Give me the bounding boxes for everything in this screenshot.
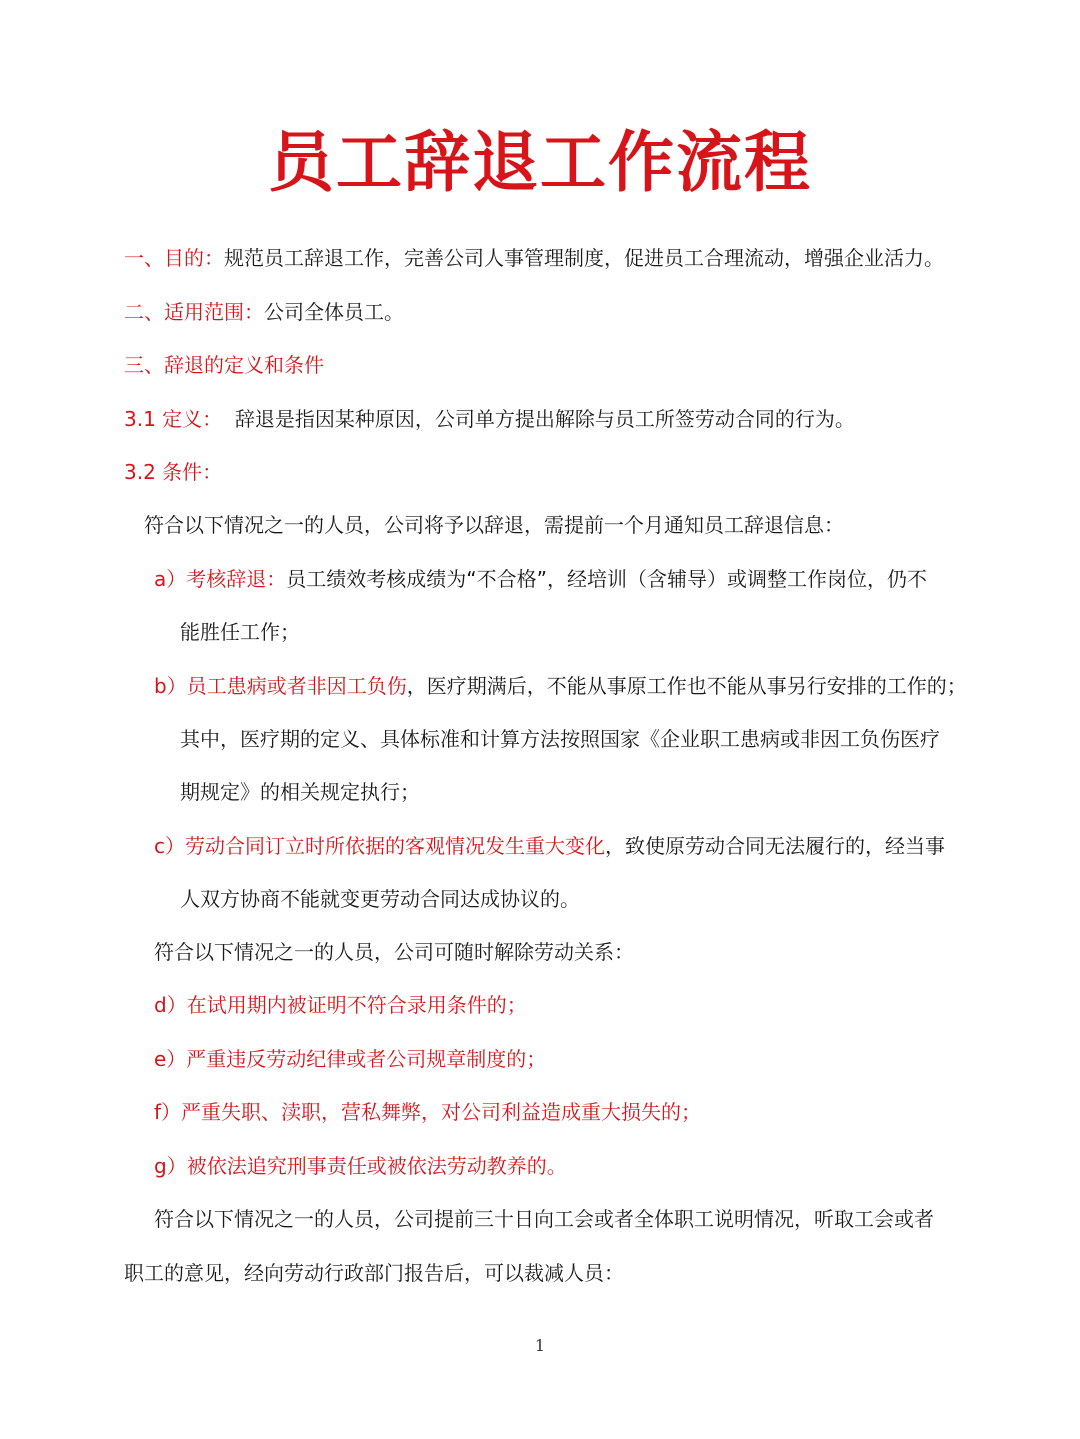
definition-line [124,404,855,434]
purpose-line [124,243,944,273]
item-c-label: c）劳动合同订立时所依据的客观情况发生重大变化 [154,834,605,858]
item-b-line2: 其中，医疗期的定义、具体标准和计算方法按照国家《企业职工患病或非因工负伤医疗 [180,727,940,751]
item-c-text1: ，致使原劳动合同无法履行的，经当事 [605,834,945,858]
item-b-label: b）员工患病或者非因工负伤 [154,674,407,698]
item-a-line2: 能胜任工作； [180,620,300,644]
purpose-label: 一、目的： [124,246,224,270]
item-c-line1 [154,831,945,861]
conditions-heading: 3.2 条件： [124,460,223,484]
item-d: d）在试用期内被证明不符合录用条件的； [154,993,527,1017]
definition-label: 3.1 定义： [124,407,223,431]
item-a-text1: 员工绩效考核成绩为“不合格”，经培训（含辅导）或调整工作岗位，仍不 [286,567,927,591]
item-b-text1: ，医疗期满后，不能从事原工作也不能从事另行安排的工作的； [406,674,967,698]
group1-intro: 符合以下情况之一的人员，公司将予以辞退，需提前一个月通知员工辞退信息： [144,513,844,537]
item-e: e）严重违反劳动纪律或者公司规章制度的； [154,1047,547,1071]
group3-intro-line1: 符合以下情况之一的人员，公司提前三十日向工会或者全体职工说明情况，听取工会或者 [154,1207,934,1231]
item-b-line1 [154,671,967,701]
group3-intro-line2: 职工的意见，经向劳动行政部门报告后，可以裁减人员： [124,1261,624,1285]
item-f: f）严重失职、渎职，营私舞弊，对公司利益造成重大损失的； [154,1100,702,1124]
scope-line [124,297,404,327]
item-c-line2: 人双方协商不能就变更劳动合同达成协议的。 [180,887,580,911]
item-a-line1 [154,564,927,594]
group2-intro: 符合以下情况之一的人员，公司可随时解除劳动关系： [154,940,634,964]
definition-text: 辞退是指因某种原因，公司单方提出解除与员工所签劳动合同的行为。 [234,407,855,431]
definition-section-heading: 三、辞退的定义和条件 [124,353,324,377]
item-a-label: a）考核辞退： [154,567,287,591]
purpose-text: 规范员工辞退工作，完善公司人事管理制度，促进员工合理流动，增强企业活力。 [224,246,944,270]
page-number: 1 [534,1336,546,1355]
item-g: g）被依法追究刑事责任或被依法劳动教养的。 [154,1154,567,1178]
scope-text: 公司全体员工。 [264,300,404,324]
scope-label: 二、适用范围： [124,300,264,324]
item-b-line3: 期规定》的相关规定执行； [180,780,420,804]
page-title: 员工辞退工作流程 [268,124,812,201]
